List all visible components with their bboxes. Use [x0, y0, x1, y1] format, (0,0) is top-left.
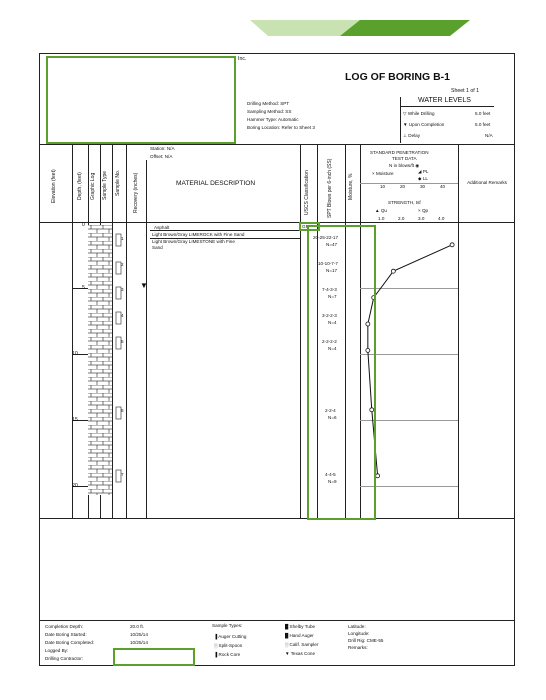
spt-data-point: [450, 243, 454, 247]
blow-counts: 20-25-22-17: [313, 235, 339, 240]
col-moisture: Moisture, %: [348, 173, 354, 200]
col-material-description: MATERIAL DESCRIPTION: [176, 180, 256, 187]
water-level-value: 5.0 feet: [475, 122, 491, 127]
spt-profile-line: [368, 245, 452, 476]
offset: Offset: N/A: [150, 154, 173, 159]
spt-title: STANDARD PENETRATION: [370, 150, 429, 155]
top-banner: [0, 0, 546, 40]
spt-scale: 2.0: [398, 216, 405, 221]
spt-title: TEST DATA: [392, 156, 417, 161]
col-sample-type: Sample Type: [102, 170, 108, 200]
spt-scale: 30: [420, 184, 426, 189]
depth-tick: 10: [72, 351, 78, 357]
col-uscs: USCS Classification: [304, 170, 310, 215]
n-value: N=47: [326, 242, 338, 247]
drill-rig-label: Drill Rig: CME-55: [348, 638, 384, 643]
col-recovery: Recovery (inches): [133, 172, 139, 213]
blow-counts: 3-2-2-3: [322, 313, 337, 318]
spt-title: N in blows/ft ◉: [389, 163, 420, 168]
station: Station: N/A: [150, 146, 175, 151]
col-spt-blows: SPT Blows per 6-inch (SS): [327, 158, 333, 218]
boring-location: Boring Location: Refer to Sheet 3: [247, 125, 315, 130]
qp-legend: × Qp: [418, 208, 429, 213]
spt-scale: 20: [400, 184, 406, 189]
material-text: Light Brown/Gray LIMESTONE with Fine: [152, 239, 235, 244]
company-name: Inc.: [238, 56, 247, 62]
highlight-spt-box: [307, 225, 376, 520]
water-level-value: N/A: [485, 133, 493, 138]
col-remarks: Additional Remarks: [467, 180, 507, 185]
date-completed-label: Date Boring Completed:: [45, 640, 95, 645]
drilling-method: Drilling Method: SPT: [247, 101, 290, 106]
col-elevation: Elevation (feet): [51, 169, 57, 203]
depth-tick: 0: [82, 222, 85, 228]
water-level-label: ▼ Upon Completion: [403, 122, 445, 127]
longitude-label: Longitude:: [348, 631, 370, 636]
logged-by-highlight: [113, 648, 195, 666]
water-level-label: ⊥ Delay: [403, 133, 421, 138]
sample-type-item: ░ Split-Spoon: [214, 643, 243, 648]
n-value: N=6: [328, 415, 337, 420]
blow-counts: 2-2-4: [325, 408, 336, 413]
water-table-icon: ▼: [140, 281, 148, 290]
n-value: N=7: [328, 294, 337, 299]
logged-by-label: Logged By:: [45, 648, 69, 653]
date-started-value: 10/25/14: [130, 632, 148, 637]
latitude-label: Latitude:: [348, 624, 366, 629]
sample-number: 1: [121, 236, 124, 241]
water-levels-heading: WATER LEVELS: [418, 97, 471, 104]
uscs-code: GP: [302, 224, 309, 229]
sample-number: 2: [121, 262, 124, 267]
completion-depth-label: Completion Depth:: [45, 624, 84, 629]
blow-counts: 4-4-5: [325, 472, 336, 477]
depth-tick: 15: [72, 417, 78, 423]
blow-counts: 7-4-3-3: [322, 287, 337, 292]
sample-types-heading: Sample Types:: [212, 623, 243, 628]
sample-type-item: █ Hand Auger: [285, 633, 314, 638]
strength-label: STRENGTH, tsf: [388, 200, 421, 205]
drilling-contractor-label: Drilling Contractor:: [45, 656, 84, 661]
moisture-legend: × Moisture: [372, 171, 394, 176]
sample-type-item: ░ Calif. Sampler: [285, 642, 319, 647]
water-level-label: ▽ While Drilling: [403, 111, 435, 116]
depth-tick: 20: [72, 483, 78, 489]
col-sample-no: Sample No.: [115, 169, 121, 196]
sample-type-item: █ Shelby Tube: [285, 624, 316, 629]
water-level-value: 5.0 feet: [475, 111, 491, 116]
graphic-log-pattern: [88, 225, 112, 495]
sample-type-item: ▐ Auger Cutting: [214, 634, 247, 639]
n-value: N=17: [326, 268, 338, 273]
spt-data-point: [376, 474, 380, 478]
depth-tick: 5: [82, 285, 85, 291]
qu-legend: ▲ Qu: [375, 208, 387, 213]
sheet-number: Sheet 1 of 1: [451, 88, 479, 94]
date-started-label: Date Boring Started:: [45, 632, 87, 637]
spt-scale: 40: [440, 184, 446, 189]
spt-scale: 4.0: [438, 216, 445, 221]
spt-scale: 10: [380, 184, 386, 189]
n-value: N=9: [328, 479, 337, 484]
n-value: N=4: [328, 346, 337, 351]
blow-counts: 2-2-2-2: [322, 339, 337, 344]
sample-number: 6: [121, 408, 124, 413]
sampling-method: Sampling Method: SS: [247, 109, 292, 114]
n-value: N=4: [328, 320, 337, 325]
sample-number: 7: [121, 472, 124, 477]
remarks-label: Remarks:: [348, 645, 368, 650]
material-text: Light Brown/Gray LIMEROCK with Fine Sand: [152, 232, 245, 237]
sample-number: 5: [121, 339, 124, 344]
material-text: Sand: [152, 245, 163, 250]
sample-type-item: ▼ Texas Cone: [285, 651, 316, 656]
spt-scale: 3.0: [418, 216, 425, 221]
col-graphic-log: Graphic Log: [90, 172, 96, 200]
sample-number: 3: [121, 287, 124, 292]
blow-counts: 10-10-7-7: [318, 261, 338, 266]
hammer-type: Hammer Type: Automatic: [247, 117, 299, 122]
material-text: Asphalt: [154, 225, 170, 230]
company-logo-box: [46, 56, 236, 144]
page-title: LOG OF BORING B-1: [345, 71, 450, 83]
completion-depth-value: 20.0 ft.: [130, 624, 145, 629]
ll-legend: ◆ LL: [418, 176, 428, 181]
date-completed-value: 10/25/14: [130, 640, 148, 645]
spt-scale: 1.0: [378, 216, 385, 221]
sample-number: 4: [121, 313, 124, 318]
sample-type-item: ▐ Rock Core: [214, 652, 241, 657]
spt-data-point: [391, 269, 395, 273]
col-depth: Depth, (feet): [77, 172, 83, 200]
pl-legend: ◢ PL: [418, 169, 429, 174]
